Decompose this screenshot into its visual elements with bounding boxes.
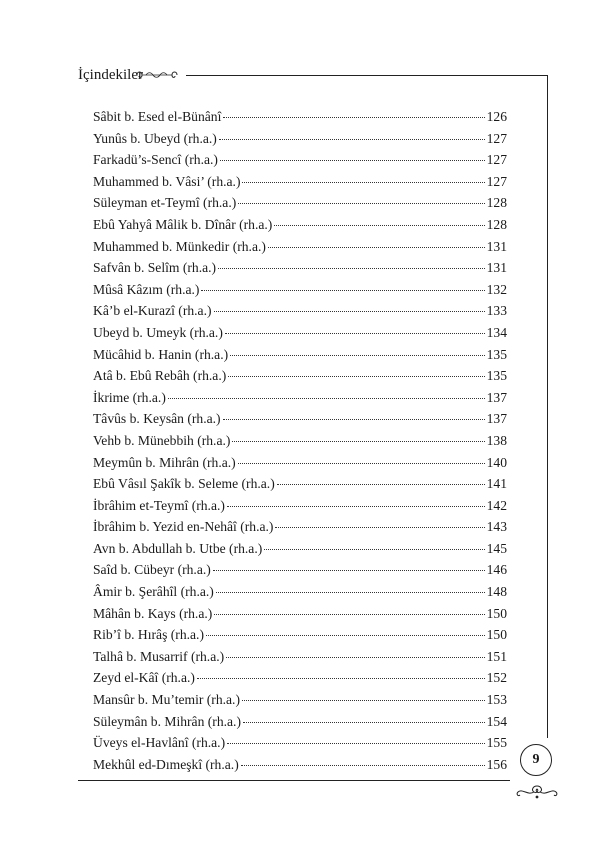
toc-entry-title: İbrâhim b. Yezid en-Nehâî (rh.a.): [93, 519, 274, 535]
toc-entry-title: İbrâhim et-Teymî (rh.a.): [93, 497, 225, 513]
toc-entry-title: Rib’î b. Hırâş (rh.a.): [93, 627, 204, 643]
toc-entry: [93, 732, 507, 754]
toc-entry-title: Atâ b. Ebû Rebâh (rh.a.): [93, 368, 227, 384]
dot-leader: [268, 247, 485, 248]
header-rule: [186, 75, 548, 76]
toc-entry-page: 150: [486, 627, 507, 643]
dot-leader: [227, 506, 485, 507]
toc-entry-title: Muhammed b. Münkedir (rh.a.): [93, 238, 266, 254]
toc-entry: [93, 344, 507, 366]
dot-leader: [243, 722, 485, 723]
toc-entry-title: Vehb b. Münebbih (rh.a.): [93, 432, 231, 448]
dot-leader: [264, 549, 484, 550]
toc-entry-page: 145: [486, 540, 507, 556]
toc-entry-page: 135: [486, 346, 507, 362]
dot-leader: [275, 527, 484, 528]
toc-entry-title: Mâhân b. Kays (rh.a.): [93, 605, 213, 621]
toc-entry: [93, 495, 507, 517]
dot-leader: [201, 290, 484, 291]
toc-entry-title: Mûsâ Kâzım (rh.a.): [93, 281, 200, 297]
toc-entry: [93, 624, 507, 646]
dot-leader: [242, 700, 485, 701]
toc-entry: [93, 754, 507, 776]
dot-leader: [214, 311, 485, 312]
toc-entry-page: 142: [486, 497, 507, 513]
toc-entry: [93, 603, 507, 625]
toc-entry-page: 131: [486, 260, 507, 276]
toc-entry-page: 137: [486, 411, 507, 427]
dot-leader: [242, 182, 484, 183]
toc-entry-page: 156: [486, 756, 507, 772]
dot-leader: [232, 441, 484, 442]
toc-entry-title: Sâbit b. Esed el-Bünânî: [93, 109, 222, 124]
toc-entry: [93, 408, 507, 430]
toc-entry-page: 138: [486, 432, 507, 448]
flourish-ornament-icon: [512, 782, 562, 802]
toc-entry-title: Ebû Vâsıl Şakîk b. Seleme (rh.a.): [93, 476, 275, 492]
toc-entry: [93, 236, 507, 258]
running-header: [78, 65, 548, 85]
toc-entry-page: 154: [486, 713, 507, 729]
bottom-rule: [78, 780, 510, 781]
toc-entry: [93, 581, 507, 603]
toc-entry-page: 135: [486, 368, 507, 384]
toc-entry-title: Talhâ b. Musarrif (rh.a.): [93, 648, 225, 664]
toc-entry-title: Meymûn b. Mihrân (rh.a.): [93, 454, 236, 470]
toc-entry: [93, 171, 507, 193]
toc-entry: [93, 192, 507, 214]
dot-leader: [238, 463, 485, 464]
toc-entry: [93, 646, 507, 668]
toc-entry: [93, 128, 507, 150]
toc-entry-title: Âmir b. Şerâhîl (rh.a.): [93, 584, 214, 600]
header-title: İçindekiler: [78, 67, 143, 83]
toc-entry-title: Saîd b. Cübeyr (rh.a.): [93, 562, 211, 578]
toc-list: [93, 106, 507, 775]
toc-entry-page: 146: [486, 562, 507, 578]
toc-entry-page: 141: [486, 476, 507, 492]
toc-entry-page: 137: [486, 389, 507, 405]
toc-entry-title: Mücâhid b. Hanin (rh.a.): [93, 346, 229, 362]
dot-leader: [213, 570, 485, 571]
dot-leader: [241, 765, 485, 766]
toc-entry-page: 140: [486, 454, 507, 470]
toc-entry-title: Zeyd el-Kâî (rh.a.): [93, 670, 195, 686]
toc-entry: [93, 689, 507, 711]
toc-entry-title: Farkadü’s-Sencî (rh.a.): [93, 152, 218, 168]
toc-entry: [93, 257, 507, 279]
dot-leader: [238, 203, 484, 204]
dot-leader: [168, 398, 485, 399]
toc-entry-title: Ebû Yahyâ Mâlik b. Dînâr (rh.a.): [93, 216, 273, 232]
toc-entry-page: 128: [486, 195, 507, 211]
side-rule: [547, 75, 548, 738]
dot-leader: [277, 484, 485, 485]
dot-leader: [223, 117, 484, 118]
dot-leader: [274, 225, 484, 226]
toc-entry-page: 127: [486, 152, 507, 168]
toc-entry-title: Kâ’b el-Kurazî (rh.a.): [93, 303, 212, 319]
toc-entry-page: 132: [486, 281, 507, 297]
toc-entry-title: Ubeyd b. Umeyk (rh.a.): [93, 324, 223, 340]
toc-entry-title: Tâvûs b. Keysân (rh.a.): [93, 411, 221, 427]
toc-entry-title: İkrime (rh.a.): [93, 389, 166, 405]
toc-entry: [93, 387, 507, 409]
toc-entry-page: 127: [486, 173, 507, 189]
toc-entry: [93, 149, 507, 171]
page-number-badge: [520, 744, 552, 776]
toc-entry-page: 155: [486, 735, 507, 751]
toc-entry-title: Süleymân b. Mihrân (rh.a.): [93, 713, 241, 729]
dot-leader: [227, 743, 485, 744]
toc-entry-page: 143: [486, 519, 507, 535]
toc-entry: [93, 322, 507, 344]
toc-entry-page: 126: [486, 109, 507, 124]
toc-entry-page: 150: [486, 605, 507, 621]
toc-entry-page: 133: [486, 303, 507, 319]
toc-entry: [93, 559, 507, 581]
toc-entry: [93, 711, 507, 733]
dot-leader: [219, 139, 485, 140]
toc-entry-title: Safvân b. Selîm (rh.a.): [93, 260, 217, 276]
toc-entry: [93, 279, 507, 301]
page-number: 9: [532, 752, 540, 767]
toc-entry: [93, 452, 507, 474]
dot-leader: [197, 678, 485, 679]
toc-entry-title: Süleyman et-Teymî (rh.a.): [93, 195, 237, 211]
toc-entry-page: 131: [486, 238, 507, 254]
toc-entry-page: 148: [486, 584, 507, 600]
scroll-ornament-icon: [134, 69, 180, 81]
toc-entry-page: 151: [486, 648, 507, 664]
toc-entry-title: Mansûr b. Mu’temir (rh.a.): [93, 692, 240, 708]
toc-entry: [93, 106, 507, 128]
toc-entry: [93, 473, 507, 495]
toc-entry: [93, 365, 507, 387]
toc-entry-title: Üveys el-Havlânî (rh.a.): [93, 735, 226, 751]
toc-entry: [93, 667, 507, 689]
toc-entry-page: 127: [486, 130, 507, 146]
toc-entry-page: 128: [486, 216, 507, 232]
toc-entry-title: Muhammed b. Vâsi’ (rh.a.): [93, 173, 241, 189]
dot-leader: [216, 592, 485, 593]
toc-entry-title: Avn b. Abdullah b. Utbe (rh.a.): [93, 540, 263, 556]
dot-leader: [228, 376, 484, 377]
dot-leader: [214, 614, 484, 615]
toc-entry: [93, 214, 507, 236]
toc-entry: [93, 516, 507, 538]
toc-entry-page: 152: [486, 670, 507, 686]
toc-entry-page: 153: [486, 692, 507, 708]
dot-leader: [225, 333, 485, 334]
toc-entry: [93, 300, 507, 322]
dot-leader: [220, 160, 485, 161]
toc-entry: [93, 538, 507, 560]
dot-leader: [206, 635, 485, 636]
dot-leader: [226, 657, 484, 658]
toc-entry: [93, 430, 507, 452]
toc-entry-title: Yunûs b. Ubeyd (rh.a.): [93, 130, 217, 146]
dot-leader: [218, 268, 485, 269]
dot-leader: [223, 419, 485, 420]
dot-leader: [230, 355, 484, 356]
toc-entry-title: Mekhûl ed-Dımeşkî (rh.a.): [93, 756, 239, 772]
toc-entry-page: 134: [486, 324, 507, 340]
